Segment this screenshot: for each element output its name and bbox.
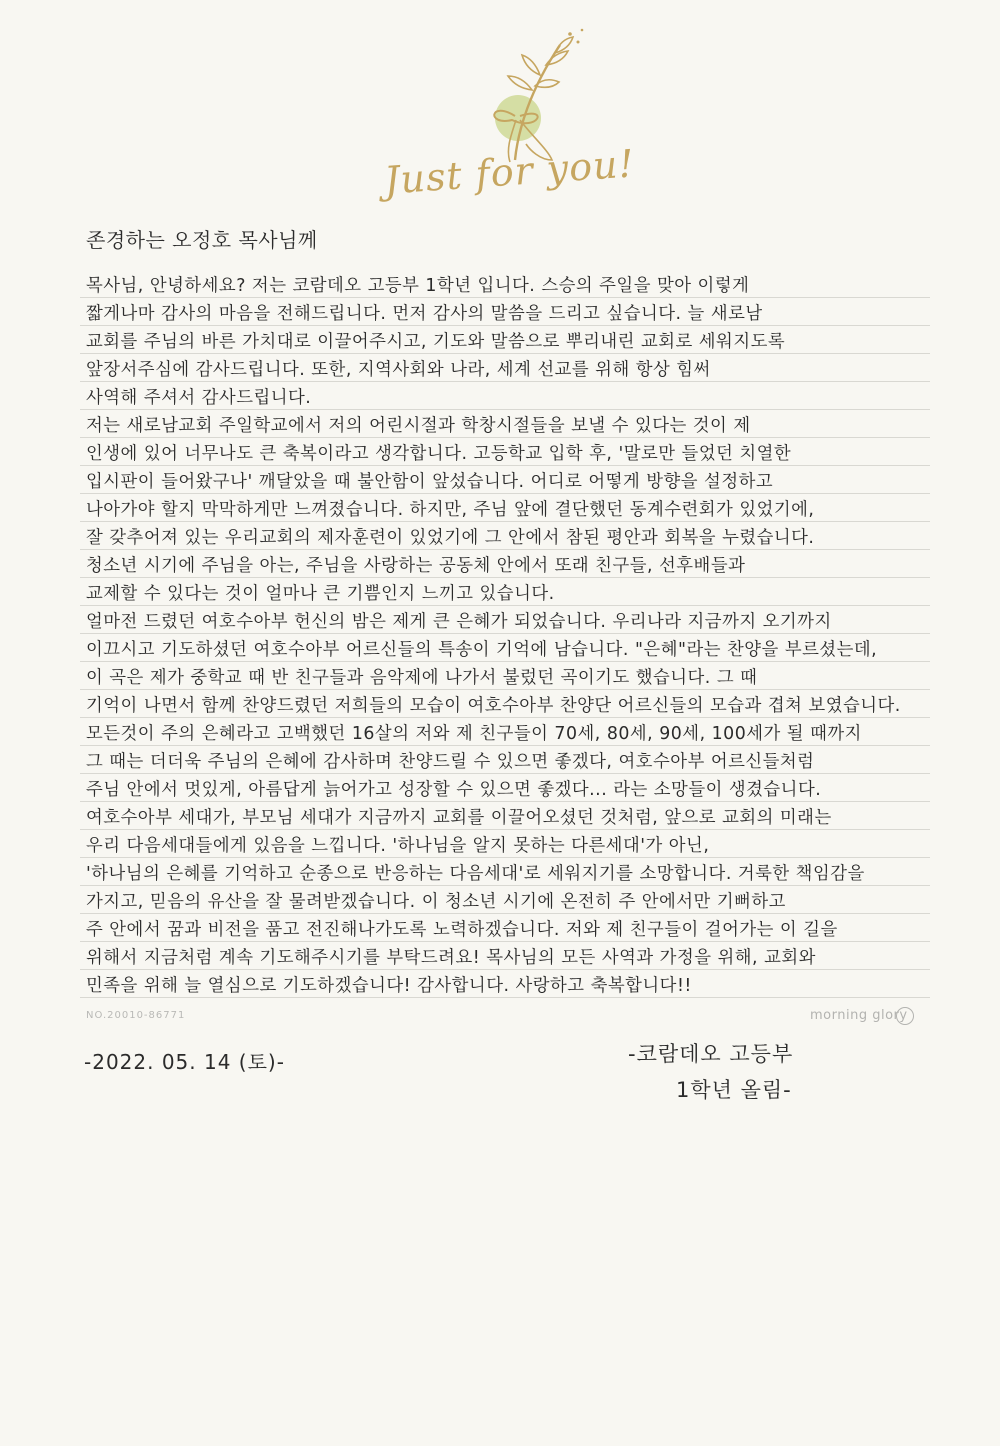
letter-line: 민족을 위해 늘 열심으로 기도하겠습니다! 감사합니다. 사랑하고 축복합니다!! [86, 976, 692, 996]
ruled-line [80, 773, 930, 774]
letter-line: 얼마전 드렸던 여호수아부 헌신의 밤은 제게 큰 은혜가 되었습니다. 우리나라 지금까지 오기까지 [86, 612, 832, 632]
ruled-line [80, 297, 930, 298]
paper-serial-number: NO.20010-86771 [86, 1010, 186, 1021]
letter-line: 주님 안에서 멋있게, 아름답게 늙어가고 성장할 수 있으면 좋겠다... 라는 소망들이 생겼습니다. [86, 780, 822, 800]
morning-glory-flower-icon [896, 1007, 914, 1025]
letter-line: 사역해 주셔서 감사드립니다. [86, 388, 312, 408]
ruled-line [80, 465, 930, 466]
ruled-line [80, 689, 930, 690]
ruled-line [80, 493, 930, 494]
letter-line: 위해서 지금처럼 계속 기도해주시기를 부탁드려요! 목사님의 모든 사역과 가정을 위해, 교회와 [86, 948, 816, 968]
signature-name: 1학년 올림- [676, 1078, 792, 1102]
letter-line: 기억이 나면서 함께 찬양드렸던 저희들의 모습이 여호수아부 찬양단 어르신들의 모습과 겹쳐 보였습니다. [86, 696, 901, 716]
letter-line: 교회를 주님의 바른 가치대로 이끌어주시고, 기도와 말씀으로 뿌리내린 교회로 세워지도록 [86, 332, 786, 352]
letter-line: 나아가야 할지 막막하게만 느껴졌습니다. 하지만, 주님 앞에 결단했던 동계수련회가 있었기에, [86, 500, 815, 520]
script-greeting: Just for you! [382, 141, 637, 203]
ruled-line [80, 857, 930, 858]
letter-line: 입시판이 들어왔구나' 깨달았을 때 불안함이 앞섰습니다. 어디로 어떻게 방향을 설정하고 [86, 472, 774, 492]
letter-line: 인생에 있어 너무나도 큰 축복이라고 생각합니다. 고등학교 입학 후, '말로만 들었던 치열한 [86, 444, 792, 464]
letter-line: 저는 새로남교회 주일학교에서 저의 어린시절과 학창시절들을 보낼 수 있다는 것이 제 [86, 416, 751, 436]
ruled-line [80, 829, 930, 830]
ruled-line [80, 633, 930, 634]
signature-group: -코람데오 고등부 [628, 1042, 794, 1066]
ruled-line [80, 661, 930, 662]
letter-line: 짧게나마 감사의 마음을 전해드립니다. 먼저 감사의 말씀을 드리고 싶습니다. 늘 새로남 [86, 304, 763, 324]
letter-line: 잘 갖추어져 있는 우리교회의 제자훈련이 있었기에 그 안에서 참된 평안과 회복을 누렸습니다. [86, 528, 815, 548]
ruled-line [80, 549, 930, 550]
ruled-line [80, 941, 930, 942]
ruled-line [80, 801, 930, 802]
ruled-line [80, 745, 930, 746]
letter-line: 모든것이 주의 은혜라고 고백했던 16살의 저와 제 친구들이 70세, 80세, 90세, 100세가 될 때까지 [86, 724, 862, 744]
paper-brand: morning glory [810, 1008, 908, 1023]
letter-line: 이끄시고 기도하셨던 여호수아부 어르신들의 특송이 기억에 남습니다. "은혜"라는 찬양을 부르셨는데, [86, 640, 878, 660]
ruled-line [80, 521, 930, 522]
ruled-line [80, 437, 930, 438]
letter-line: 이 곡은 제가 중학교 때 반 친구들과 음악제에 나가서 불렀던 곡이기도 했습니다. 그 때 [86, 668, 758, 688]
letter-line: 목사님, 안녕하세요? 저는 코람데오 고등부 1학년 입니다. 스승의 주일을 맞아 이렇게 [86, 276, 750, 296]
letter-line: 앞장서주심에 감사드립니다. 또한, 지역사회와 나라, 세계 선교를 위해 항상 힘써 [86, 360, 711, 380]
ruled-line [80, 997, 930, 998]
letter-line: 가지고, 믿음의 유산을 잘 물려받겠습니다. 이 청소년 시기에 온전히 주 안에서만 기뻐하고 [86, 892, 786, 912]
letter-line: 여호수아부 세대가, 부모님 세대가 지금까지 교회를 이끌어오셨던 것처럼, 앞으로 교회의 미래는 [86, 808, 832, 828]
ruled-line [80, 605, 930, 606]
ruled-line [80, 913, 930, 914]
letter-date: -2022. 05. 14 (토)- [84, 1050, 285, 1074]
ruled-line [80, 409, 930, 410]
letter-line: 그 때는 더더욱 주님의 은혜에 감사하며 찬양드릴 수 있으면 좋겠다, 여호수아부 어르신들처럼 [86, 752, 815, 772]
letter-line: 교제할 수 있다는 것이 얼마나 큰 기쁨인지 느끼고 있습니다. [86, 584, 555, 604]
ruled-line [80, 325, 930, 326]
ruled-line [80, 353, 930, 354]
ruled-line [80, 969, 930, 970]
letter-line: 주 안에서 꿈과 비전을 품고 전진해나가도록 노력하겠습니다. 저와 제 친구들이 걸어가는 이 길을 [86, 920, 838, 940]
letter-salutation: 존경하는 오정호 목사님께 [86, 228, 318, 252]
ruled-line [80, 577, 930, 578]
letter-line: '하나님의 은혜를 기억하고 순종으로 반응하는 다음세대'로 세워지기를 소망합니다. 거룩한 책임감을 [86, 864, 865, 884]
letter-line: 우리 다음세대들에게 있음을 느낍니다. '하나님을 알지 못하는 다른세대'가 아닌, [86, 836, 710, 856]
ruled-line [80, 717, 930, 718]
letter-line: 청소년 시기에 주님을 아는, 주님을 사랑하는 공동체 안에서 또래 친구들, 선후배들과 [86, 556, 746, 576]
ruled-line [80, 885, 930, 886]
ruled-line [80, 381, 930, 382]
